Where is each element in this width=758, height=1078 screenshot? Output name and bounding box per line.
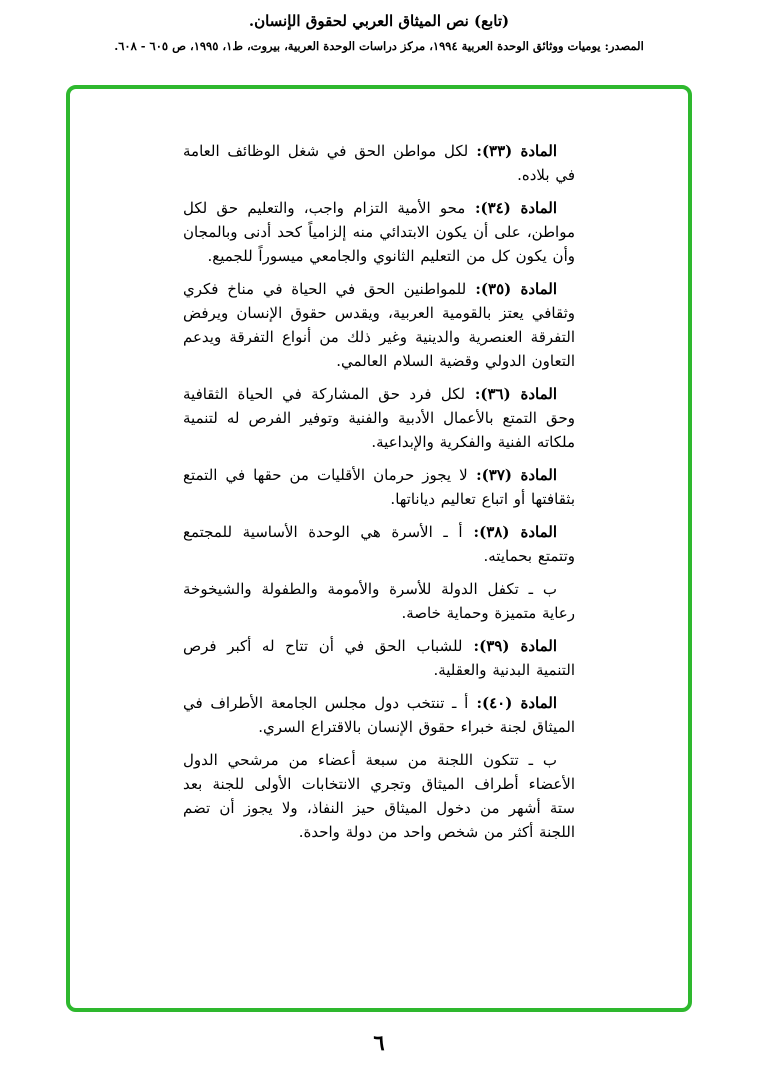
article-text: لكل فرد حق المشاركة في الحياة الثقافية وحق التمتع بالأعمال الأدبية والفنية وتوفير الفرص له لتنمية ملكاته الفنية والفكرية والإبداعية. [183, 385, 575, 451]
article-label: المادة (٣٤): [465, 199, 557, 217]
article-paragraph [183, 520, 575, 568]
article-text: ب ـ تتكون اللجنة من سبعة أعضاء من مرشحي الدول الأعضاء أطراف الميثاق وتجري الانتخابات الأولى للجنة بعد ستة أشهر من دخول الميثاق حيز النفاذ، ولا يجوز أن تضم اللجنة أكثر من شخص واحد من دولة واحدة. [183, 751, 575, 841]
article-paragraph [183, 139, 575, 187]
article-paragraph [183, 463, 575, 511]
article-text: أ ـ تنتخب دول مجلس الجامعة الأطراف في الميثاق لجنة خبراء حقوق الإنسان بالاقتراع السري. [183, 694, 575, 736]
article-text: محو الأمية التزام واجب، والتعليم حق لكل مواطن، على أن يكون الابتدائي منه إلزامياً كحد أدنى وبالمجان وأن يكون كل من التعليم الثانوي والجامعي ميسوراً للجميع. [183, 199, 575, 265]
article-label: المادة (٤٠): [468, 694, 558, 712]
articles-list [183, 139, 575, 853]
article-text: للشباب الحق في أن تتاح له أكبر فرص التنمية البدنية والعقلية. [183, 637, 575, 679]
article-label: المادة (٣٦): [465, 385, 558, 403]
article-label: المادة (٣٨): [462, 523, 557, 541]
article-label: المادة (٣٩): [462, 637, 557, 655]
article-label: المادة (٣٧): [467, 466, 557, 484]
article-text: للمواطنين الحق في الحياة في مناخ فكري وثقافي يعتز بالقومية العربية، ويقدس حقوق الإنسان ويرفض التفرقة العنصرية والدينية وغير ذلك من أنواع التفرقة ويدعم التعاون الدولي وقضية السلام العالمي. [183, 280, 575, 370]
content-frame [66, 85, 692, 1012]
article-paragraph [183, 277, 575, 373]
article-text: ب ـ تكفل الدولة للأسرة والأمومة والطفولة والشيخوخة رعاية متميزة وحماية خاصة. [183, 580, 575, 622]
article-text: لكل مواطن الحق في شغل الوظائف العامة في بلاده. [183, 142, 575, 184]
article-text: لا يجوز حرمان الأقليات من حقها في التمتع بثقافتها أو اتباع تعاليم دياناتها. [183, 466, 575, 508]
page-header [0, 12, 758, 53]
article-paragraph [183, 691, 575, 739]
article-label: المادة (٣٣): [468, 142, 558, 160]
article-label: المادة (٣٥): [466, 280, 557, 298]
source-citation: المصدر: يوميات ووثائق الوحدة العربية ١٩٩٤، مركز دراسات الوحدة العربية، بيروت، ط١، ١٩٩٥، ص ٦٠٥ - ٦٠٨. [114, 39, 644, 53]
page-number: ٦ [373, 1030, 385, 1055]
article-paragraph [183, 748, 575, 844]
article-text: أ ـ الأسرة هي الوحدة الأساسية للمجتمع وتتمتع بحمايته. [183, 523, 575, 565]
article-paragraph [183, 634, 575, 682]
document-title: (تابع) نص الميثاق العربي لحقوق الإنسان. [248, 12, 510, 30]
article-paragraph [183, 577, 575, 625]
article-paragraph [183, 382, 575, 454]
article-paragraph [183, 196, 575, 268]
